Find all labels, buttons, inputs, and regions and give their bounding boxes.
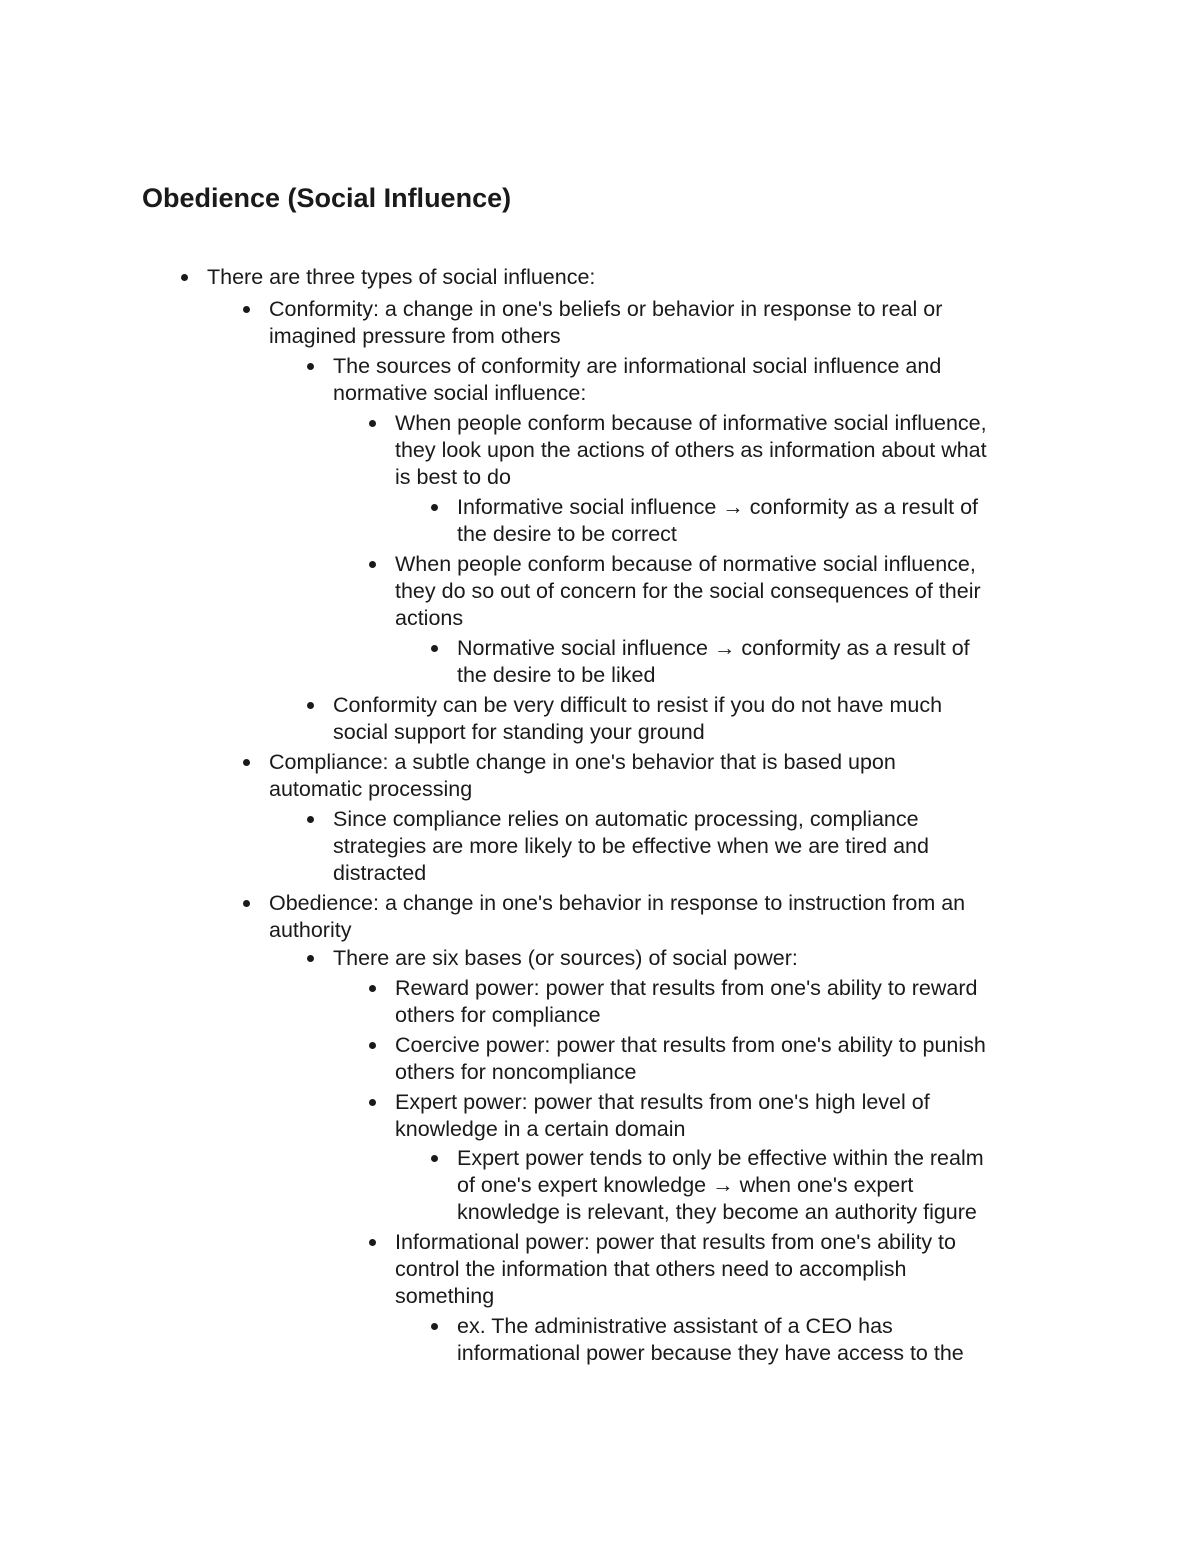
list-item: Normative social influence → conformity as a result of — [457, 636, 970, 660]
list-item-continuation: distracted — [333, 861, 427, 885]
list-item: Since compliance relies on automatic processing, compliance — [333, 807, 919, 831]
list-item: The sources of conformity are informational social influence and — [333, 354, 942, 378]
bullet-icon — [243, 759, 250, 766]
list-item-continuation: social support for standing your ground — [333, 720, 705, 744]
bullet-icon — [431, 1323, 438, 1330]
list-item-continuation: normative social influence: — [333, 381, 587, 405]
bullet-icon — [431, 1155, 438, 1162]
list-item-continuation: others for compliance — [395, 1003, 601, 1027]
list-item-continuation: automatic processing — [269, 777, 473, 801]
list-item-continuation: knowledge in a certain domain — [395, 1117, 686, 1141]
list-item: Informational power: power that results from one's ability to — [395, 1230, 956, 1254]
bullet-icon — [243, 306, 250, 313]
list-item: Informative social influence → conformity as a result of — [457, 495, 978, 519]
list-item: Obedience: a change in one's behavior in response to instruction from an — [269, 891, 966, 915]
list-item-continuation: others for noncompliance — [395, 1060, 637, 1084]
list-item-continuation: authority — [269, 918, 352, 942]
bullet-icon — [307, 955, 314, 962]
list-item: Reward power: power that results from one's ability to reward — [395, 976, 978, 1000]
bullet-icon — [431, 645, 438, 652]
list-item: Conformity can be very difficult to resist if you do not have much — [333, 693, 943, 717]
list-item-continuation: the desire to be correct — [457, 522, 677, 546]
list-item: There are three types of social influence: — [207, 265, 596, 289]
bullet-icon — [307, 702, 314, 709]
list-item-continuation: is best to do — [395, 465, 511, 489]
list-item-continuation: actions — [395, 606, 464, 630]
list-item: Expert power tends to only be effective within the realm — [457, 1146, 984, 1170]
list-item: Coercive power: power that results from one's ability to punish — [395, 1033, 986, 1057]
bullet-icon — [369, 561, 376, 568]
list-item-continuation: informational power because they have access to the — [457, 1341, 964, 1365]
bullet-icon — [369, 1239, 376, 1246]
list-item-continuation: something — [395, 1284, 495, 1308]
document-title: Obedience (Social Influence) — [142, 183, 512, 213]
list-item: Expert power: power that results from one's high level of — [395, 1090, 930, 1114]
list-item-continuation: of one's expert knowledge → when one's expert — [457, 1173, 914, 1197]
list-item: When people conform because of informative social influence, — [395, 411, 987, 435]
list-item-continuation: they do so out of concern for the social consequences of their — [395, 579, 981, 603]
bullet-icon — [431, 504, 438, 511]
bullet-icon — [369, 1099, 376, 1106]
list-item: When people conform because of normative social influence, — [395, 552, 976, 576]
bullet-icon — [307, 363, 314, 370]
bullet-icon — [369, 1042, 376, 1049]
bullet-icon — [181, 274, 188, 281]
bullet-icon — [369, 985, 376, 992]
list-item: There are six bases (or sources) of social power: — [333, 946, 798, 970]
bullet-icon — [307, 816, 314, 823]
list-item: Conformity: a change in one's beliefs or behavior in response to real or — [269, 297, 943, 321]
list-item-continuation: knowledge is relevant, they become an authority figure — [457, 1200, 977, 1224]
list-item-continuation: imagined pressure from others — [269, 324, 561, 348]
list-item-continuation: they look upon the actions of others as information about what — [395, 438, 987, 462]
list-item-continuation: control the information that others need to accomplish — [395, 1257, 907, 1281]
list-item-continuation: strategies are more likely to be effective when we are tired and — [333, 834, 929, 858]
list-item-continuation: the desire to be liked — [457, 663, 656, 687]
bullet-icon — [369, 420, 376, 427]
list-item: ex. The administrative assistant of a CEO has — [457, 1314, 893, 1338]
list-item: Compliance: a subtle change in one's behavior that is based upon — [269, 750, 896, 774]
bullet-icon — [243, 900, 250, 907]
